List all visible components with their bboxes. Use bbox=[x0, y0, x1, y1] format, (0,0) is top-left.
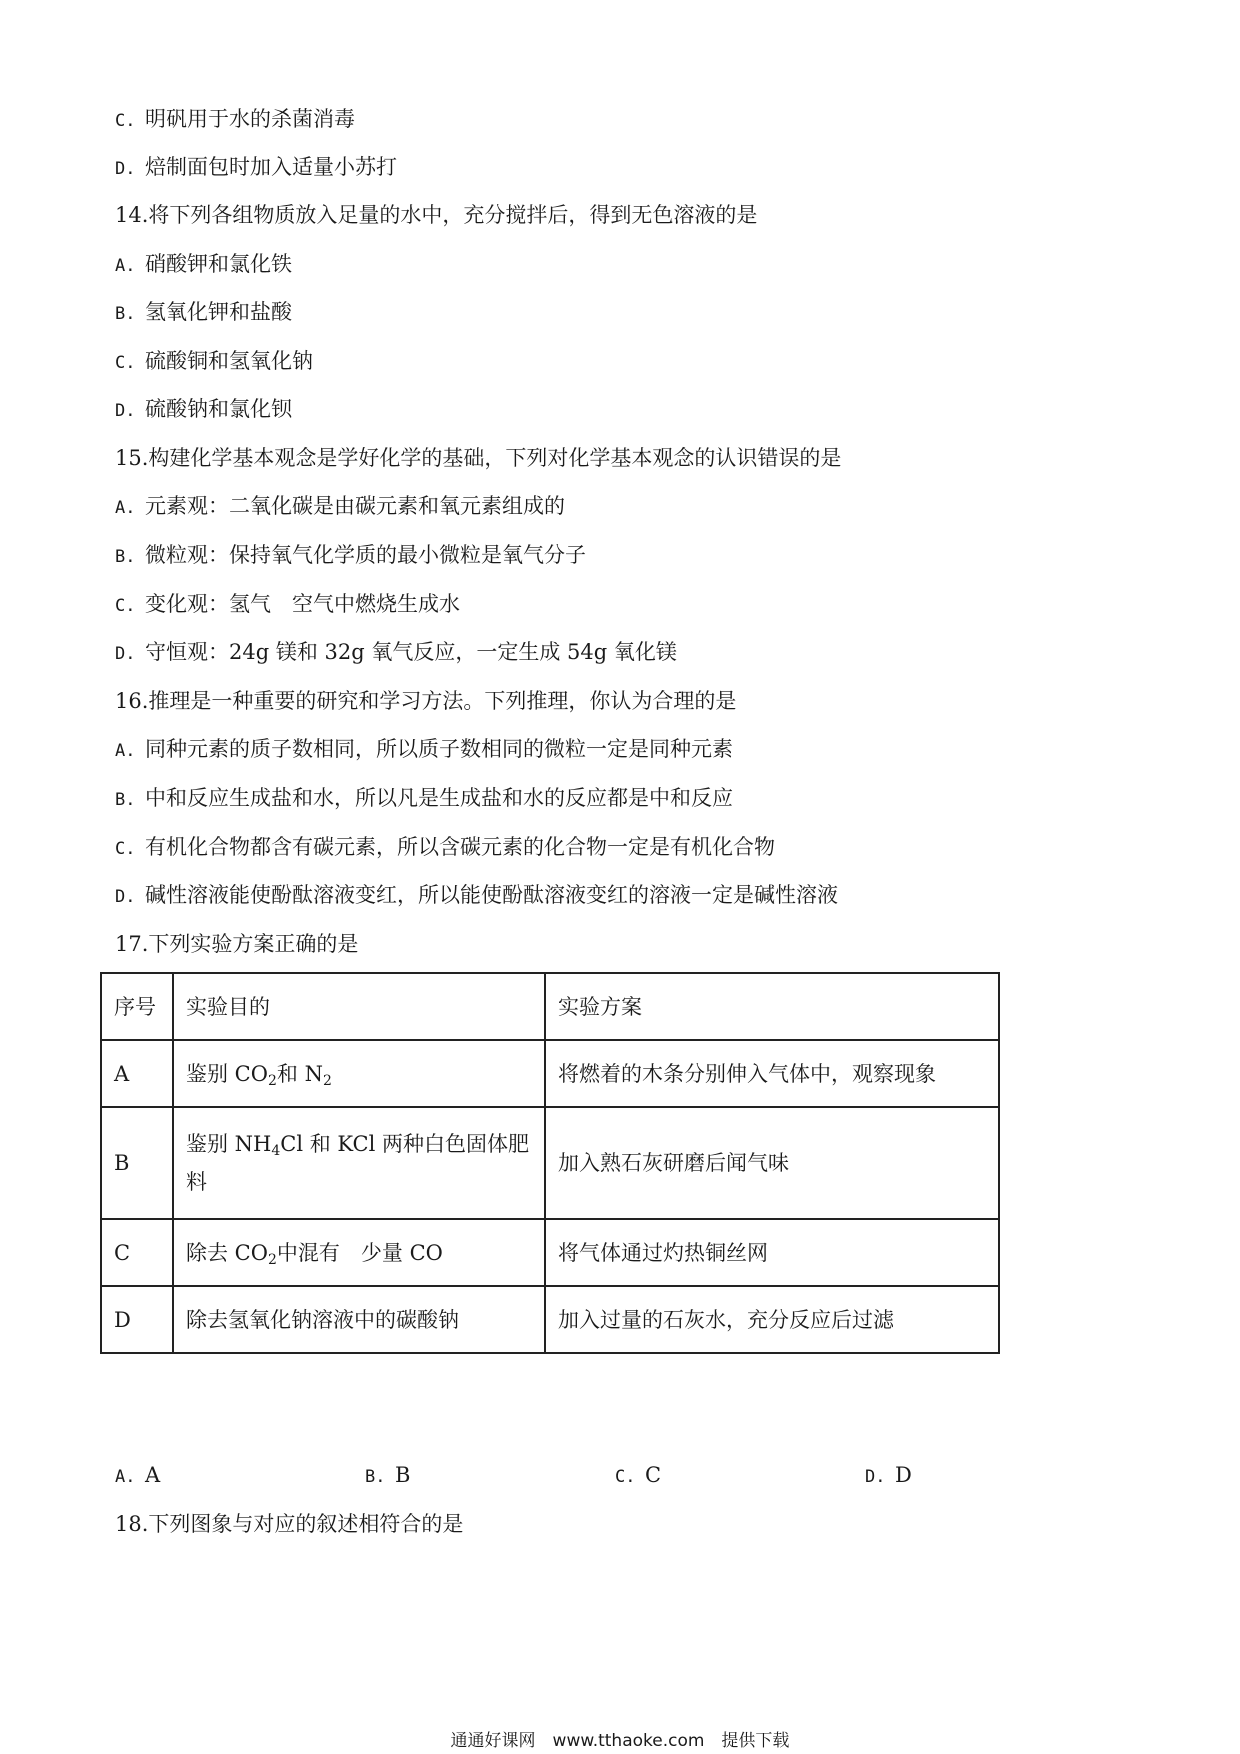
experiment-table bbox=[100, 972, 1000, 1354]
plan-cell: 将燃着的木条分别伸入气体中，观察现象 bbox=[545, 1040, 999, 1107]
option-c-line: C. 变化观：氢气 空气中燃烧生成水 bbox=[115, 592, 460, 616]
header-cell: 实验目的 bbox=[173, 973, 545, 1040]
option-d-line: D. 守恒观：24g 镁和 32g 氧气反应，一定生成 54g 氧化镁 bbox=[115, 640, 677, 664]
answer-b: B. B bbox=[365, 1463, 411, 1487]
page-footer: 通通好课网 www.tthaoke.com 提供下载 bbox=[450, 1731, 790, 1751]
option-d-line: D. 焙制面包时加入适量小苏打 bbox=[115, 155, 397, 179]
row-id-cell: C bbox=[101, 1219, 173, 1286]
option-c-line: C. 硫酸铜和氢氧化钠 bbox=[115, 349, 313, 373]
option-c-line: C. 有机化合物都含有碳元素，所以含碳元素的化合物一定是有机化合物 bbox=[115, 835, 775, 859]
option-d-line: D. 碱性溶液能使酚酞溶液变红，所以能使酚酞溶液变红的溶液一定是碱性溶液 bbox=[115, 883, 838, 907]
header-cell: 实验方案 bbox=[545, 973, 999, 1040]
question-18: 18.下列图象与对应的叙述相符合的是 bbox=[115, 1512, 464, 1536]
purpose-cell: 鉴别 $CO_2$和 $N_2$ bbox=[173, 1040, 545, 1107]
answer-d: D. D bbox=[865, 1463, 912, 1487]
table-row bbox=[101, 1107, 999, 1219]
option-a-line: A. 硝酸钾和氯化铁 bbox=[115, 252, 292, 276]
plan-cell: 加入熟石灰研磨后闻气味 bbox=[545, 1107, 999, 1219]
option-b-line: B. 微粒观：保持氧气化学质的最小微粒是氧气分子 bbox=[115, 543, 586, 567]
option-a-line: A. 同种元素的质子数相同，所以质子数相同的微粒一定是同种元素 bbox=[115, 737, 733, 761]
table-row bbox=[101, 1219, 999, 1286]
question-16: 16.推理是一种重要的研究和学习方法。下列推理，你认为合理的是 bbox=[115, 689, 737, 713]
option-c-line: C. 明矾用于水的杀菌消毒 bbox=[115, 107, 355, 131]
purpose-cell: 鉴别 $NH_4Cl$ 和 KCl 两种白色固体肥料 bbox=[173, 1107, 545, 1219]
answer-c: C. C bbox=[615, 1463, 662, 1487]
option-b-line: B. 中和反应生成盐和水，所以凡是生成盐和水的反应都是中和反应 bbox=[115, 786, 733, 810]
purpose-cell: 除去 $CO_2$中混有 少量 CO bbox=[173, 1219, 545, 1286]
table-row bbox=[101, 1040, 999, 1107]
plan-cell: 加入过量的石灰水，充分反应后过滤 bbox=[545, 1286, 999, 1353]
row-id-cell: D bbox=[101, 1286, 173, 1353]
question-17: 17.下列实验方案正确的是 bbox=[115, 932, 359, 956]
option-b-line: B. 氢氧化钾和盐酸 bbox=[115, 300, 292, 324]
table-row bbox=[101, 1286, 999, 1353]
answer-a: A. A bbox=[115, 1463, 161, 1487]
question-15: 15.构建化学基本观念是学好化学的基础，下列对化学基本观念的认识错误的是 bbox=[115, 446, 842, 470]
header-cell: 序号 bbox=[101, 973, 173, 1040]
purpose-cell: 除去氢氧化钠溶液中的碳酸钠 bbox=[173, 1286, 545, 1353]
table-header-row bbox=[101, 973, 999, 1040]
option-d-line: D. 硫酸钠和氯化钡 bbox=[115, 397, 292, 421]
question-14: 14.将下列各组物质放入足量的水中，充分搅拌后，得到无色溶液的是 bbox=[115, 203, 758, 227]
row-id-cell: B bbox=[101, 1107, 173, 1219]
option-a-line: A. 元素观：二氧化碳是由碳元素和氧元素组成的 bbox=[115, 494, 565, 518]
row-id-cell: A bbox=[101, 1040, 173, 1107]
plan-cell: 将气体通过灼热铜丝网 bbox=[545, 1219, 999, 1286]
